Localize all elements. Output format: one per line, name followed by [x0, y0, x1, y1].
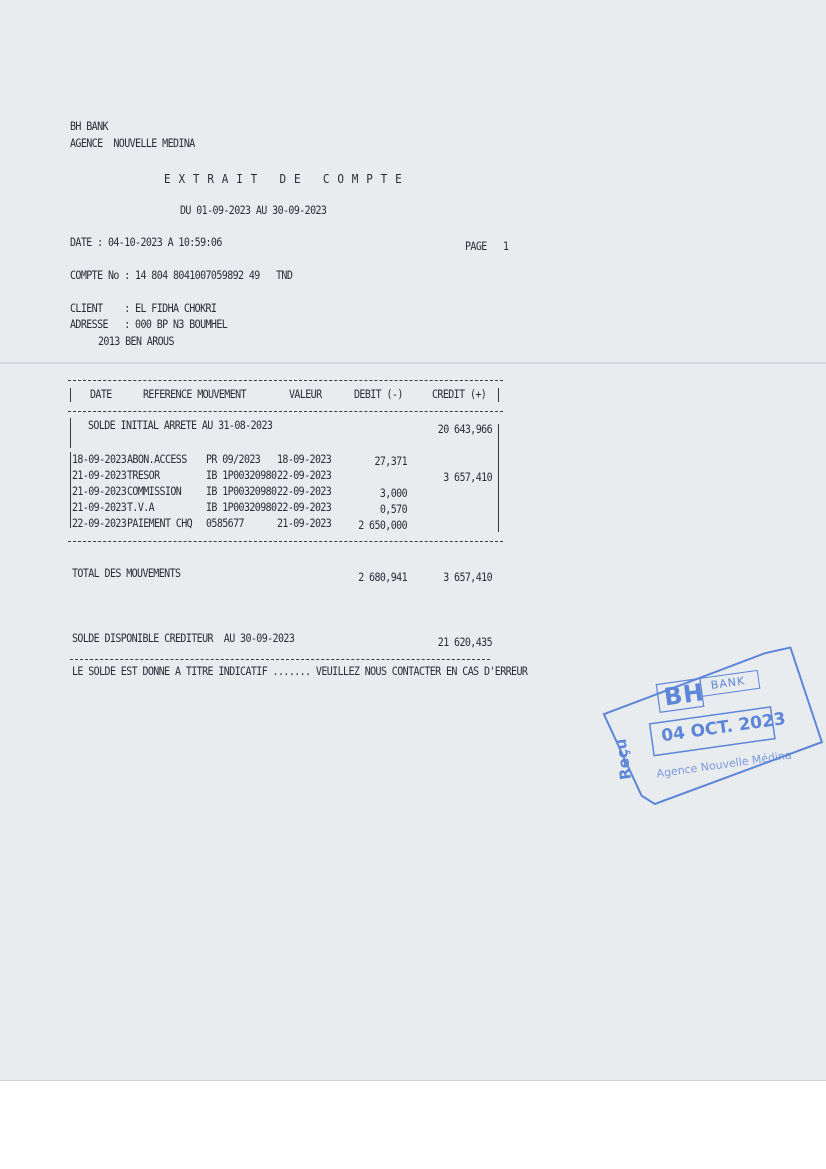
row-label: ABON.ACCESS [127, 454, 187, 467]
row-valeur: 22-09-2023 [277, 486, 332, 499]
initial-balance-credit: 20 643,966 [437, 424, 492, 437]
row-reference: 0585677 [206, 518, 244, 531]
row-debit: 27,371 [374, 456, 407, 469]
body-left-bar-top [70, 418, 71, 448]
stamp-date: 04 OCT. 2023 [660, 709, 787, 747]
table-top-rule [68, 380, 503, 381]
row-valeur: 22-09-2023 [277, 470, 332, 483]
row-date: 21-09-2023 [72, 470, 127, 483]
header-bottom-rule [68, 411, 503, 412]
header-right-bar [498, 388, 499, 402]
row-valeur: 22-09-2023 [277, 502, 332, 515]
row-date: 21-09-2023 [72, 502, 127, 515]
header-left-bar [70, 388, 71, 402]
header-valeur: VALEUR [289, 389, 322, 402]
row-credit: 3 657,410 [443, 472, 492, 485]
row-date: 18-09-2023 [72, 454, 127, 467]
stamp-agency: Agence Nouvelle Médina [655, 748, 793, 781]
row-reference: IB 1P00320980 [206, 470, 277, 483]
stamp-recu: Reçu [611, 737, 636, 781]
stamp-bank-word: BANK [710, 674, 747, 692]
row-debit: 3,000 [379, 488, 407, 501]
body-right-bar [498, 424, 499, 532]
header-debit: DEBIT (-) [354, 389, 403, 402]
account-number: COMPTE No : 14 804 8041007059892 49 TND [70, 270, 293, 283]
bank-name: BH BANK [70, 121, 108, 134]
row-label: COMMISSION [127, 486, 182, 499]
row-reference: IB 1P00320980 [206, 486, 277, 499]
document-title: E X T R A I T D E C O M P T E [164, 172, 403, 187]
reception-stamp [596, 641, 826, 818]
balance-label: SOLDE DISPONIBLE CREDITEUR AU 30-09-2023 [72, 633, 295, 646]
row-valeur: 21-09-2023 [277, 518, 332, 531]
row-reference: IB 1P00320980 [206, 502, 277, 515]
row-label: PAIEMENT CHQ [127, 518, 193, 531]
client-city: 2013 BEN AROUS [98, 336, 174, 349]
totals-debit: 2 680,941 [358, 572, 407, 585]
totals-credit: 3 657,410 [443, 572, 492, 585]
totals-label: TOTAL DES MOUVEMENTS [72, 568, 181, 581]
page-number: PAGE 1 [465, 241, 509, 254]
row-label: T.V.A [127, 502, 155, 515]
notice-text: LE SOLDE EST DONNE A TITRE INDICATIF ....... VEUILLEZ NOUS CONTACTER EN CAS D'ERREUR [72, 666, 528, 679]
balance-rule [70, 659, 490, 660]
row-date: 21-09-2023 [72, 486, 127, 499]
statement-date: DATE : 04-10-2023 A 10:59:06 [70, 237, 222, 250]
table-bottom-rule [68, 541, 503, 542]
row-debit: 0,570 [379, 504, 407, 517]
row-reference: PR 09/2023 [206, 454, 261, 467]
row-valeur: 18-09-2023 [277, 454, 332, 467]
stamp-logo: BH [662, 678, 707, 712]
balance-value: 21 620,435 [437, 637, 492, 650]
header-reference: REFERENCE MOUVEMENT [143, 389, 246, 402]
statement-period: DU 01-09-2023 AU 30-09-2023 [180, 205, 327, 218]
header-date: DATE [90, 389, 112, 402]
row-debit: 2 650,000 [358, 520, 407, 533]
body-left-bar [70, 452, 71, 528]
paper-fold [0, 362, 826, 364]
agency-name: AGENCE NOUVELLE MEDINA [70, 138, 195, 151]
client-name: CLIENT : EL FIDHA CHOKRI [70, 303, 217, 316]
row-date: 22-09-2023 [72, 518, 127, 531]
initial-balance-label: SOLDE INITIAL ARRETE AU 31-08-2023 [88, 420, 273, 433]
row-label: TRESOR [127, 470, 160, 483]
header-credit: CREDIT (+) [432, 389, 487, 402]
client-address: ADRESSE : 000 BP N3 BOUMHEL [70, 319, 228, 332]
